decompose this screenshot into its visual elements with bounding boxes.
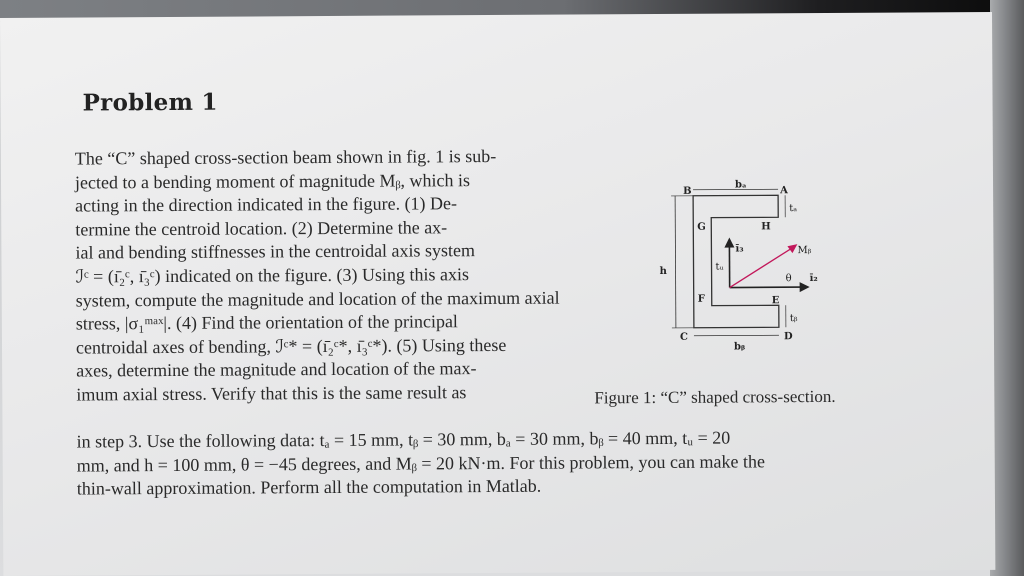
paragraph-line: centroidal axes of bending, ℐᶜ* = (ı̄₂ᶜ*, ı̄₃ᶜ*). (5) Using these bbox=[75, 334, 507, 358]
monitor-bezel-right bbox=[990, 0, 1024, 576]
moment-arrowhead bbox=[787, 244, 797, 253]
paragraph-line: axes, determine the magnitude and location of the max- bbox=[76, 358, 477, 381]
label-E: E bbox=[771, 295, 780, 307]
paragraph-line: thin-wall approximation. Perform all the computation in Matlab. bbox=[76, 475, 542, 499]
label-F: F bbox=[697, 293, 705, 305]
label-tb: tᵦ bbox=[789, 313, 798, 325]
paragraph-line: The “C” shaped cross-section beam shown in fig. 1 is sub- bbox=[74, 145, 497, 169]
paragraph-line: in step 3. Use the following data: tₐ = 15 mm, tᵦ = 30 mm, bₐ = 30 mm, bᵦ = 40 mm, tᵤ = 20 bbox=[76, 427, 731, 452]
label-A: A bbox=[780, 185, 788, 197]
dim-bb-line bbox=[694, 335, 779, 336]
paragraph-line: system, compute the magnitude and location of the maximum axial bbox=[75, 287, 560, 311]
label-h: h bbox=[659, 265, 667, 277]
paragraph-line: ial and bending stiffnesses in the centroidal axis system bbox=[75, 240, 476, 263]
axis-i3-arrowhead bbox=[724, 238, 734, 248]
figure-caption: Figure 1: “C” shaped cross-section. bbox=[594, 386, 836, 408]
c-section-outline bbox=[693, 195, 779, 328]
paragraph-line: acting in the direction indicated in the figure. (1) De- bbox=[75, 193, 458, 216]
problem-paragraph bbox=[75, 145, 567, 408]
label-ba: bₐ bbox=[735, 179, 747, 191]
label-H: H bbox=[761, 221, 771, 233]
label-D: D bbox=[783, 331, 793, 343]
problem-data-paragraph bbox=[77, 425, 907, 501]
dim-h-line bbox=[675, 196, 676, 328]
paragraph-line: imum axial stress. Verify that this is the same result as bbox=[76, 382, 467, 405]
label-G: G bbox=[697, 221, 706, 233]
label-i3: ı̄₃ bbox=[735, 243, 744, 255]
label-tw: tᵤ bbox=[715, 261, 724, 273]
c-section-figure bbox=[653, 177, 844, 368]
axis-i2-arrowhead bbox=[800, 282, 810, 292]
paragraph-line: ℐᶜ = (ı̄₂ᶜ, ı̄₃ᶜ) indicated on the figure. (3) Using this axis bbox=[75, 264, 470, 287]
paragraph-line: termine the centroid location. (2) Determine the ax- bbox=[75, 217, 448, 240]
label-i2: ı̄₂ bbox=[809, 273, 818, 285]
label-theta: θ bbox=[785, 273, 792, 285]
paragraph-line: stress, |σ₁ᵐᵃˣ|. (4) Find the orientation of the principal bbox=[75, 311, 458, 334]
label-B: B bbox=[683, 185, 692, 197]
label-Mb: Mᵦ bbox=[797, 245, 812, 257]
paragraph-line: mm, and h = 100 mm, θ = −45 degrees, and Mᵦ = 20 kN·m. For this problem, you can make the bbox=[76, 450, 765, 476]
problem-title: Problem 1 bbox=[82, 88, 218, 117]
paragraph-line: jected to a bending moment of magnitude Mᵦ, which is bbox=[74, 169, 471, 193]
document-page bbox=[0, 12, 995, 576]
label-bb: bᵦ bbox=[733, 341, 746, 353]
label-ta: tₐ bbox=[789, 203, 798, 215]
label-C: C bbox=[679, 331, 688, 343]
